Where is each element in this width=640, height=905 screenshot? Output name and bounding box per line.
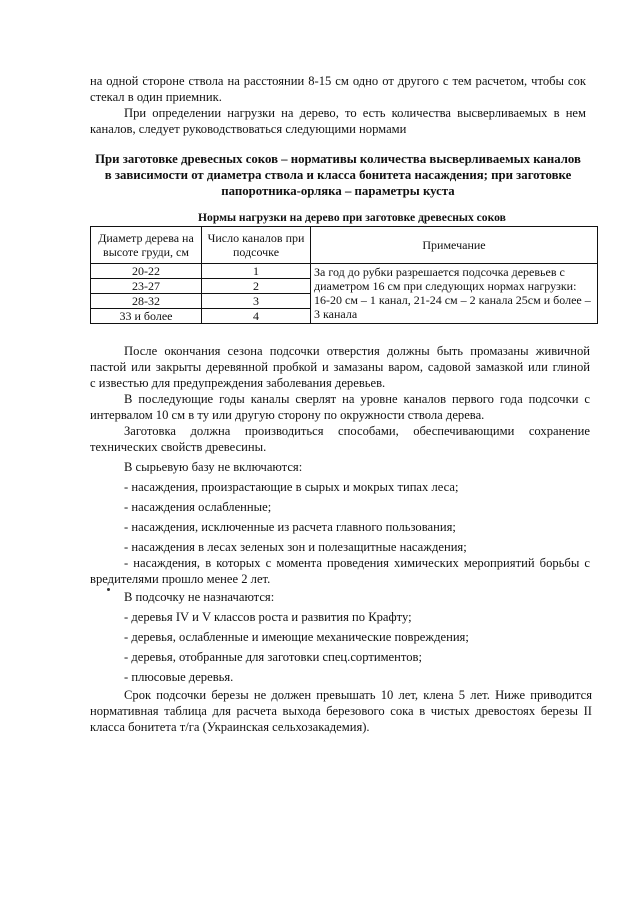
intro-line-1: на одной стороне ствола на расстоянии 8-15 см одно от другого с тем расчетом, чтобы сок [90,74,586,88]
after-season-line-1: После окончания сезона подсочки отверстия должны быть промазаны живичной [124,344,590,358]
list-item: - деревья, отобранные для заготовки спец.сортиментов; [124,650,422,664]
list-item: - плюсовые деревья. [124,670,234,684]
header-channels [202,227,311,264]
next-years-line-1: В последующие годы каналы сверлят на уровне каналов первого года подсочки с [124,392,590,406]
cell-diameter: 28-32 [91,294,202,309]
cell-note: За год до рубки разрешается подсочка деревьев с диаметром 16 см при следующих нормах нагрузки: 16-20 см – 1 канал, 21-24 см – 2 канала 25см и более – 3 канала [311,264,598,324]
cell-diameter: 23-27 [91,279,202,294]
term-line-3: класса бонитета т/га (Украинская сельхозакадемия). [90,720,370,734]
header-diameter-line-2: высоте груди, см [103,245,189,259]
list-item: - деревья IV и V классов роста и развития по Крафту; [124,610,412,624]
next-years-line-2: интервалом 10 см в ту или другую сторону по окружности ствола дерева. [90,408,485,422]
header-note: Примечание [311,227,598,264]
term-line-1: Срок подсочки березы не должен превышать 10 лет, клена 5 лет. Ниже приводится [124,688,592,702]
cell-channels: 4 [202,309,311,324]
cell-channels: 3 [202,294,311,309]
raw-base-title: В сырьевую базу не включаются: [124,460,303,474]
raw-base-tail: вредителями прошло менее 2 лет. [90,572,271,586]
cell-diameter: 33 и более [91,309,202,324]
after-season-line-3: с известью для предупреждения заболевания деревьев. [90,376,386,390]
header-channels-line-1: Число каналов при [207,231,305,245]
header-diameter-line-1: Диаметр дерева на [98,231,194,245]
not-assigned-title: В подсочку не назначаются: [124,590,275,604]
methods-line-2: технических свойств древесины. [90,440,267,454]
heading-line-3: папоротника-орляка – параметры куста [221,184,455,198]
cell-channels: 2 [202,279,311,294]
load-norms-table [90,226,598,324]
list-item: - насаждения ослабленные; [124,500,272,514]
load-line-1: При определении нагрузки на дерево, то есть количества высверливаемых в нем [124,106,586,120]
table-row [91,264,598,279]
stray-mark [107,588,110,591]
list-item: - насаждения в лесах зеленых зон и полезащитные насаждения; [124,540,467,554]
table-header-row [91,227,598,264]
cell-diameter: 20-22 [91,264,202,279]
header-channels-line-2: подсочке [232,245,280,259]
list-item: - деревья, ослабленные и имеющие механические повреждения; [124,630,469,644]
heading-line-2: в зависимости от диаметра ствола и класса бонитета насаждения; при заготовке [104,168,572,182]
list-item: - насаждения, в которых с момента проведения химических мероприятий борьбы с [124,556,590,570]
list-item: - насаждения, произрастающие в сырых и мокрых типах леса; [124,480,459,494]
term-line-2: нормативная таблица для расчета выхода березового сока в чистых древостоях березы II [90,704,592,718]
methods-line-1: Заготовка должна производиться способами, обеспечивающими сохранение [124,424,590,438]
header-diameter [91,227,202,264]
intro-line-2: стекал в один приемник. [90,90,222,104]
after-season-line-2: пастой или закрыты деревянной пробкой и замазаны варом, садовой замазкой или глиной [90,360,590,374]
table-caption: Нормы нагрузки на дерево при заготовке древесных соков [198,211,506,224]
cell-channels: 1 [202,264,311,279]
load-line-2: каналов, следует руководствоваться следующими нормами [90,122,407,136]
list-item: - насаждения, исключенные из расчета главного пользования; [124,520,456,534]
heading-line-1: При заготовке древесных соков – нормативы количества высверливаемых каналов [95,152,581,166]
